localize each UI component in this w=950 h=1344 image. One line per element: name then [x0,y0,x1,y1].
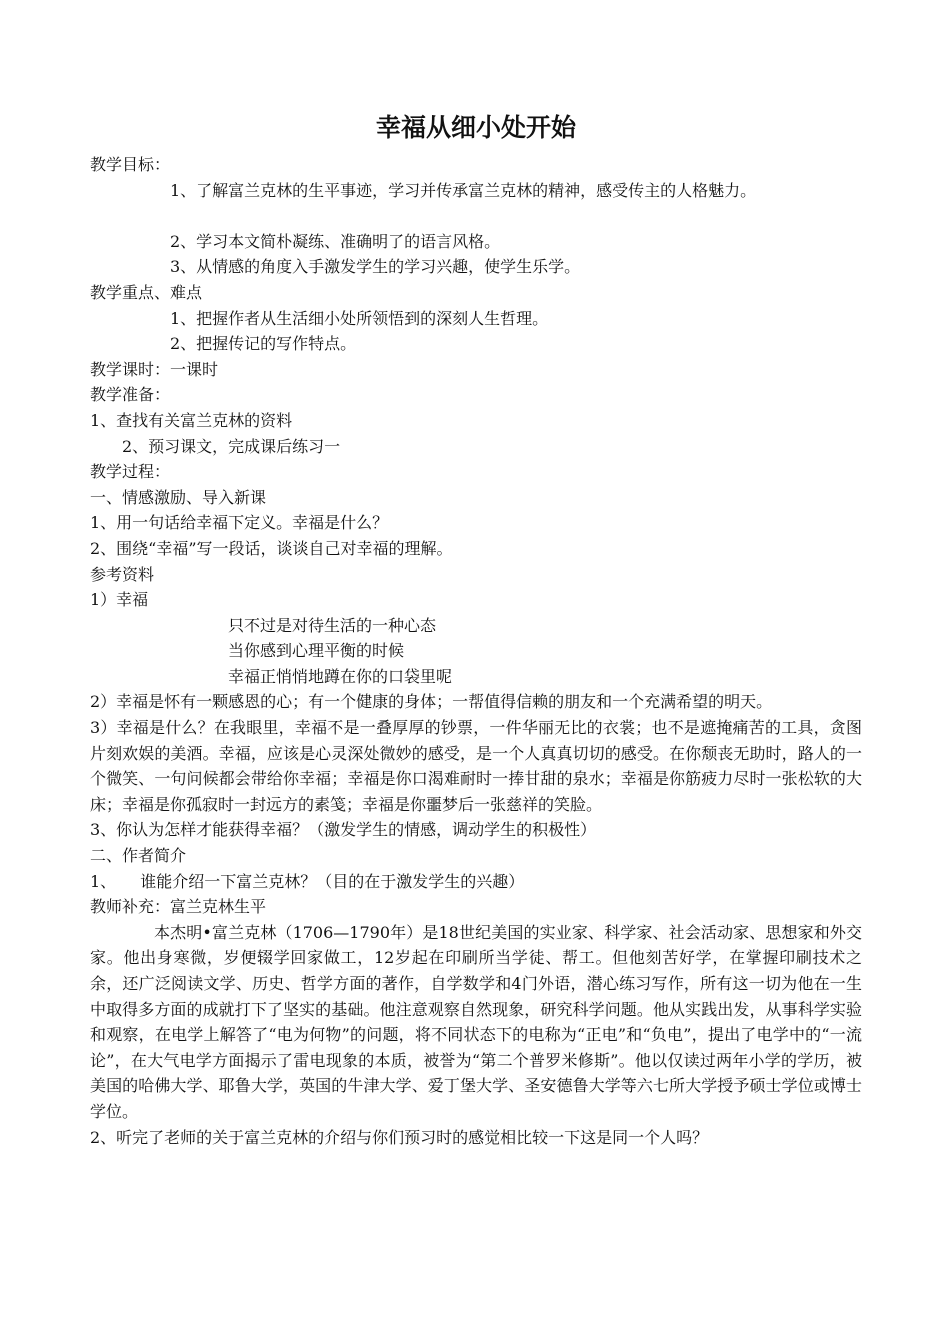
franklin-biography: 本杰明•富兰克林（1706—1790年）是18世纪美国的实业家、科学家、社会活动家、思想家和外交家。他出身寒微，岁便辍学回家做工，12岁起在印刷所当学徒、帮工。但他刻苦好学，在掌握印刷技术之余，还广泛阅读文学、历史、哲学方面的著作，自学数学和4门外语，潜心练习写作，所有这一切为他在一生中取得多方面的成就打下了坚实的基础。他注意观察自然现象，研究科学问题。他从实践出发，从事科学实验和观察，在电学上解答了“电为何物”的问题，将不同状态下的电称为“正电”和“负电”，提出了电学中的“一流论”，在大气电学方面揭示了雷电现象的本质，被誉为“第二个普罗米修斯”。他以仅读过两年小学的学历，被美国的哈佛大学、耶鲁大学，英国的牛津大学、爱丁堡大学、圣安德鲁大学等六七所大学授予硕士学位或博士学位。 [90,922,862,1121]
teacher-supplement: 教师补充：富兰克林生平 [90,897,267,917]
keypoint-item-1: 1、把握作者从生活细小处所领悟到的深刻人生哲理。 [170,308,549,328]
part1-question-2: 2、围绕“幸福”写一段话，谈谈自己对幸福的理解。 [90,538,453,558]
part2-heading: 二、作者简介 [90,846,187,866]
objectives-heading: 教学目标： [90,155,171,174]
keypoint-item-2: 2、把握传记的写作特点。 [170,334,357,354]
part1-heading: 一、情感激励、导入新课 [90,487,267,507]
objective-item-3: 3、从情感的角度入手激发学生的学习兴趣，使学生乐学。 [170,257,581,277]
poem-line-3: 幸福正悄悄地蹲在你的口袋里呢 [228,666,453,686]
page-title: 幸福从细小处开始 [375,113,576,142]
part2-question-1 [90,869,862,895]
reference-2: 2）幸福是怀有一颗感恩的心；有一个健康的身体；一帮值得信赖的朋友和一个充满希望的明天。 [90,692,773,712]
preparation-item-2: 2、预习课文，完成课后练习一 [122,436,341,456]
part1-question-1: 1、用一句话给幸福下定义。幸福是什么？ [90,513,389,533]
part2-question-1-number: 1、 [90,871,117,891]
poem-line-2: 当你感到心理平衡的时候 [228,641,405,661]
preparation-heading: 教学准备： [90,385,171,405]
reference-3: 3）幸福是什么？在我眼里，幸福不是一叠厚厚的钞票，一件华丽无比的衣裳；也不是遮掩痛苦的工具，贪图片刻欢娱的美酒。幸福，应该是心灵深处微妙的感受，是一个人真真切切的感受。在你颓丧无助时，路人的一个微笑、一句问候都会带给你幸福；幸福是你口渴难耐时一捧甘甜的泉水；幸福是你筋疲力尽时一张松软的大床；幸福是你孤寂时一封远方的素笺；幸福是你噩梦后一张慈祥的笑脸。 [90,718,862,814]
poem-line-1: 只不过是对待生活的一种心态 [228,615,437,635]
objective-item-2: 2、学习本文简朴凝练、准确明了的语言风格。 [170,231,501,251]
reference-heading: 参考资料 [90,564,155,584]
part2-question-1-text: 谁能介绍一下富兰克林？（目的在于激发学生的兴趣） [140,871,525,891]
spacer [90,203,862,229]
teaching-period: 教学课时：一课时 [90,359,219,379]
keypoints-heading: 教学重点、难点 [90,282,203,302]
preparation-item-1: 1、查找有关富兰克林的资料 [90,410,293,430]
part2-question-2: 2、听完了老师的关于富兰克林的介绍与你们预习时的感觉相比较一下这是同一个人吗？ [90,1127,709,1147]
process-heading: 教学过程： [90,462,171,482]
reference-1-label: 1）幸福 [90,590,149,610]
part1-question-3: 3、你认为怎样才能获得幸福？（激发学生的情感，调动学生的积极性） [90,820,597,840]
objective-item-1: 1、了解富兰克林的生平事迹，学习并传承富兰克林的精神，感受传主的人格魅力。 [170,180,757,200]
